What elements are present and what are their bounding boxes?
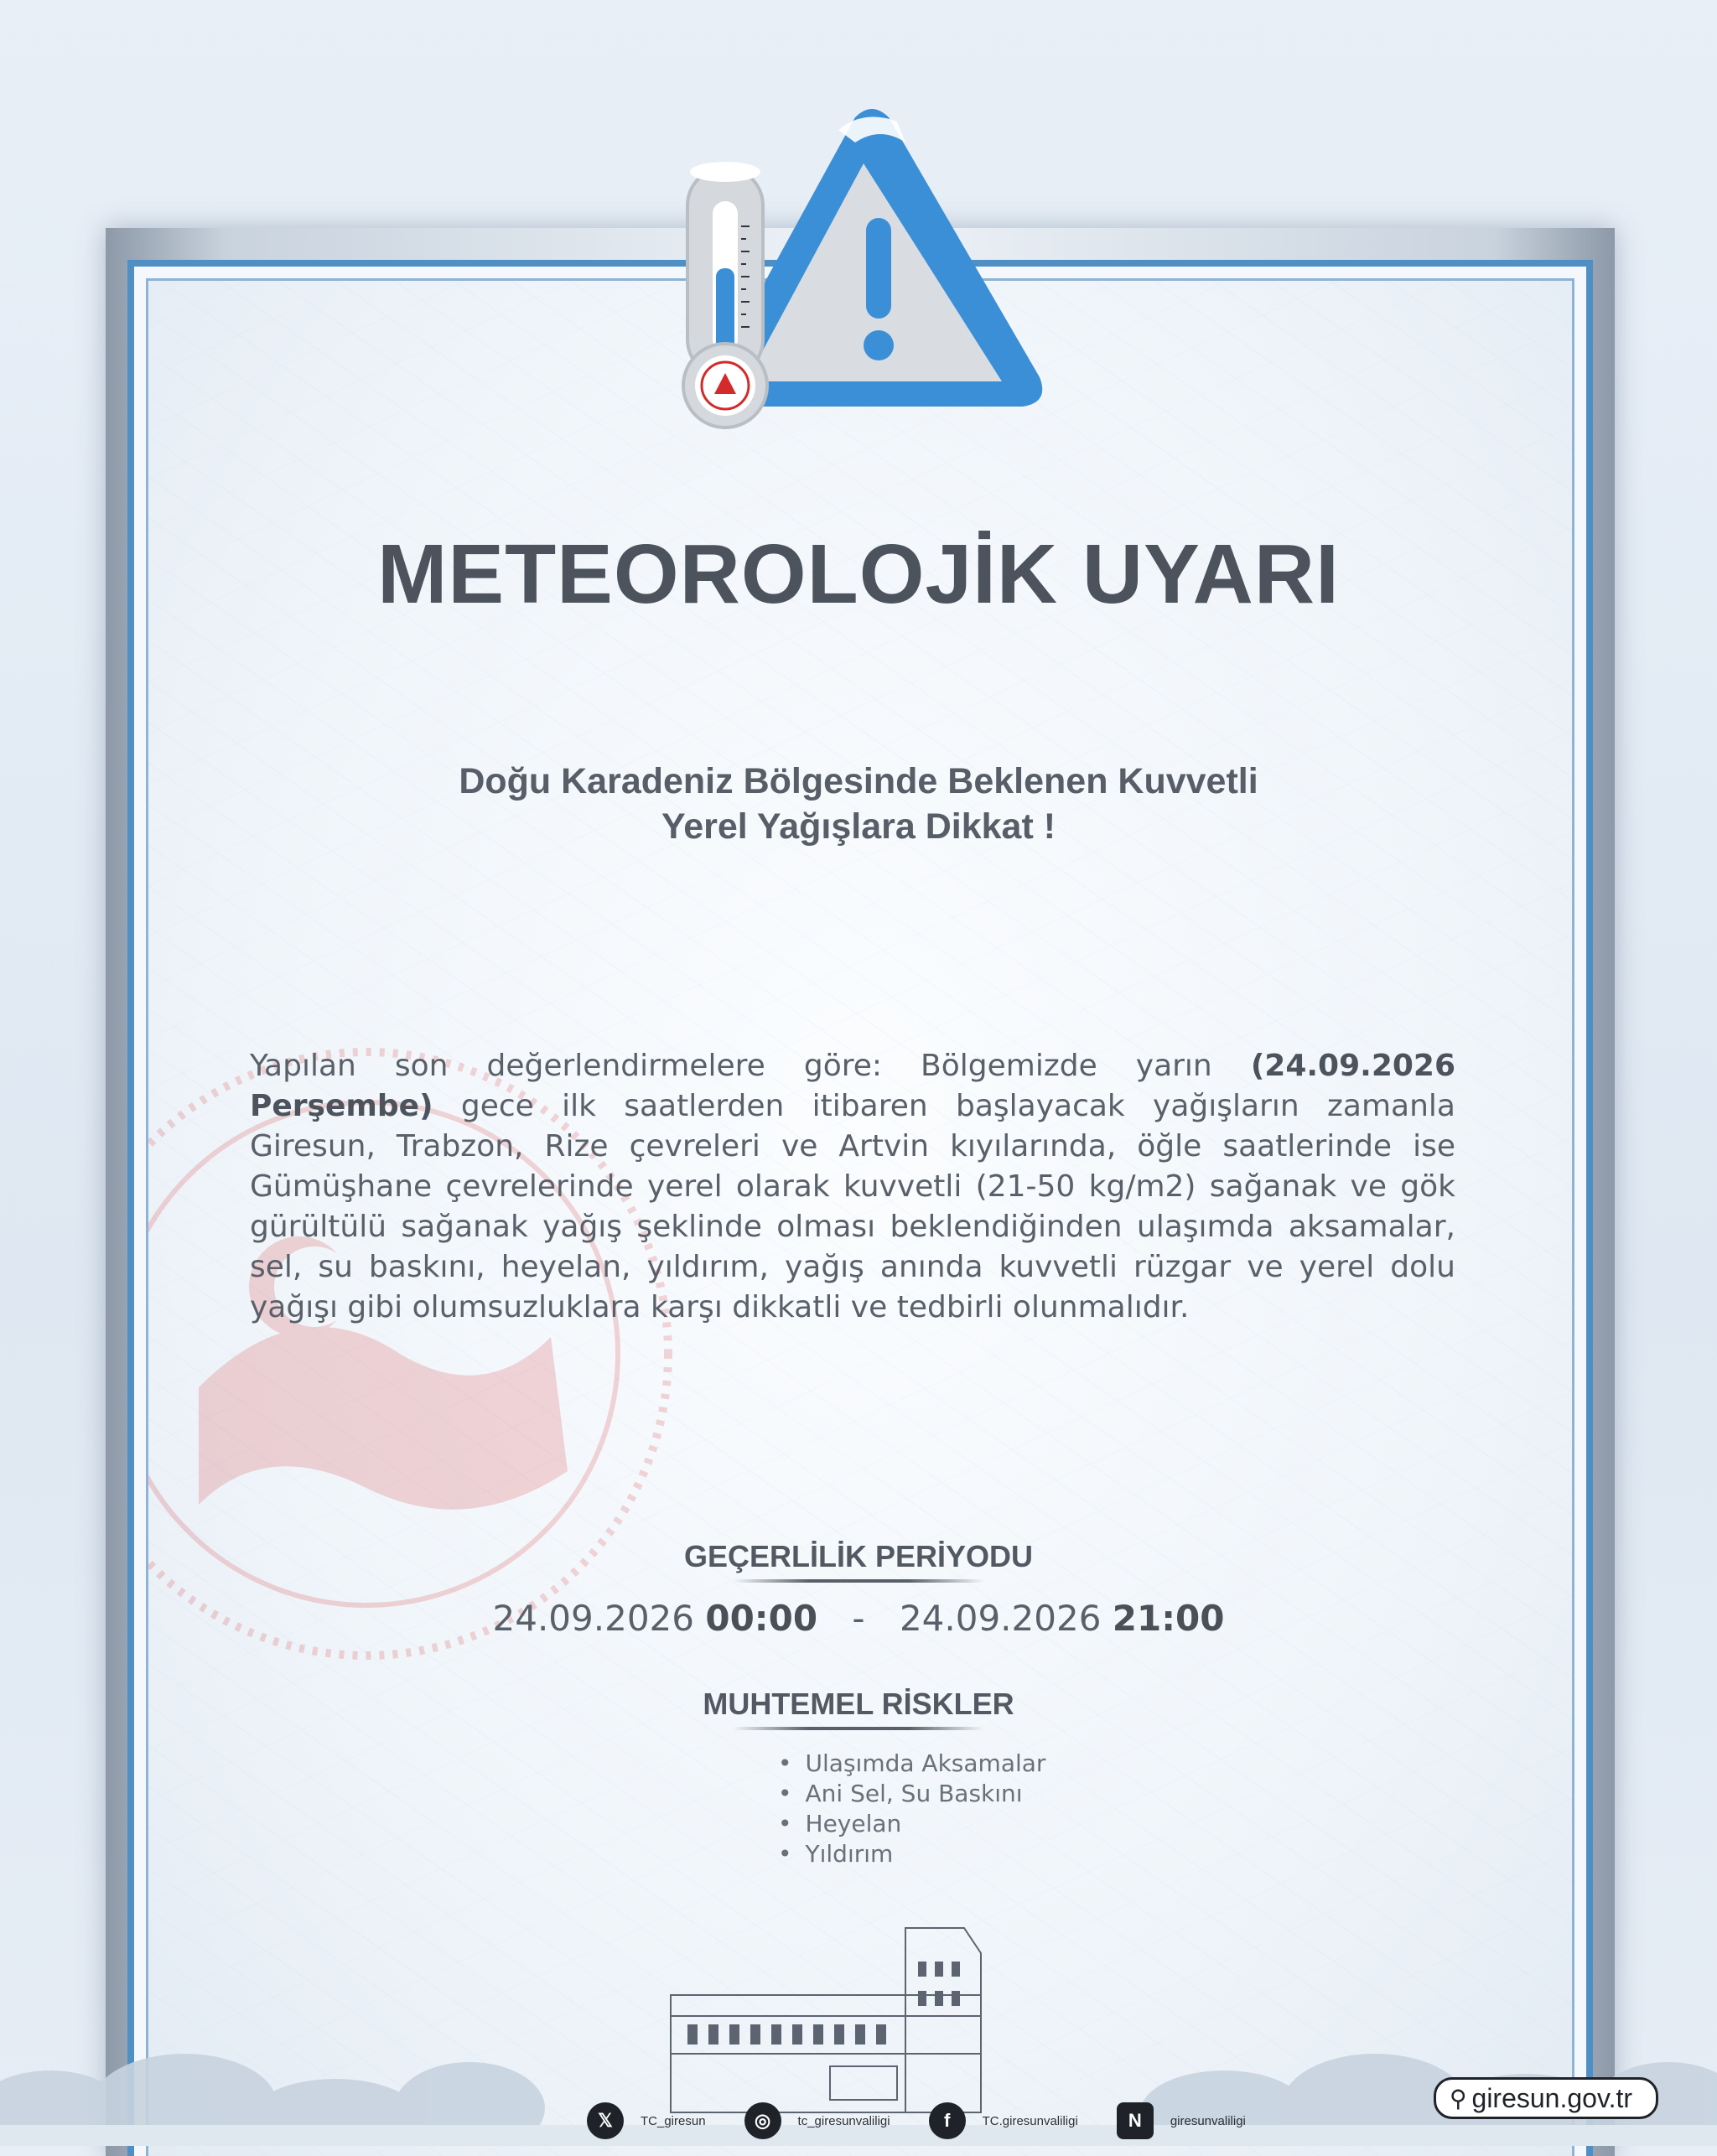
exclamation-icon [866, 218, 891, 319]
list-item: • Heyelan [803, 1809, 1045, 1839]
body-date: (24.09.2026 Perşembe) [250, 1049, 1456, 1123]
x-icon[interactable]: 𝕏 [587, 2102, 624, 2139]
validity-underline [733, 1579, 984, 1583]
instagram-icon[interactable]: ◎ [744, 2102, 781, 2139]
social-links-bar [587, 2100, 1268, 2142]
page-title: METEOROLOJİK UYARI [377, 527, 1340, 621]
search-icon: ⚲ [1450, 2085, 1467, 2112]
risks-list [803, 1749, 1045, 1869]
start-date: 24.09.2026 [492, 1598, 694, 1639]
list-item: • Yıldırım [803, 1839, 1045, 1869]
body-intro: Yapılan son değerlendirmelere göre: Bölgemizde yarın [250, 1049, 1212, 1083]
list-item: • Ulaşımda Aksamalar [803, 1749, 1045, 1779]
validity-heading: GEÇERLİLİK PERİYODU [683, 1539, 1034, 1573]
nsosyal-handle: giresunvaliligi [1170, 2113, 1246, 2128]
instagram-handle: tc_giresunvaliligi [797, 2113, 890, 2128]
warning-body [250, 1046, 1455, 1328]
list-item: • Ani Sel, Su Baskını [803, 1779, 1045, 1809]
website-url: giresun.gov.tr [1471, 2082, 1633, 2113]
subtitle-line-1: Doğu Karadeniz Bölgesinde Beklenen Kuvvetli [459, 761, 1258, 801]
governorship-building-illustration [662, 1920, 1098, 2129]
facebook-handle: TC.giresunvaliligi [982, 2113, 1078, 2128]
risks-underline [733, 1727, 984, 1730]
period-separator: - [852, 1598, 865, 1639]
warning-subtitle [0, 759, 1717, 849]
end-date: 24.09.2026 [899, 1598, 1102, 1639]
nsosyal-icon[interactable]: N [1117, 2102, 1154, 2139]
risks-heading: MUHTEMEL RİSKLER [703, 1687, 1014, 1721]
warning-thermometer-graphic [662, 101, 1056, 453]
start-time: 00:00 [705, 1598, 818, 1639]
subtitle-line-2: Yerel Yağışlara Dikkat ! [661, 806, 1056, 847]
facebook-icon[interactable]: f [929, 2102, 966, 2139]
website-link[interactable] [1434, 2077, 1658, 2119]
validity-period [0, 1598, 1717, 1639]
x-handle: TC_giresun [641, 2113, 706, 2128]
end-time: 21:00 [1112, 1598, 1225, 1639]
body-text: gece ilk saatlerden itibaren başlayacak yağışların zamanla Giresun, Trabzon, Rize çevreleri ve Artvin kıyılarında, öğle saatlerinde ise Gümüşhane çevrelerinde yerel olarak kuvvetli (21-50 kg/m2) sağanak ve gök gürültülü sağanak yağış şeklinde olması beklendiğinden ulaşımda aksamalar, sel, su baskını, heyelan, yıldırım, yağış anında kuvvetli rüzgar ve yerel dolu yağışı gibi olumsuzluklara karşı dikkatli ve tedbirli olunmalıdır. [250, 1089, 1455, 1324]
